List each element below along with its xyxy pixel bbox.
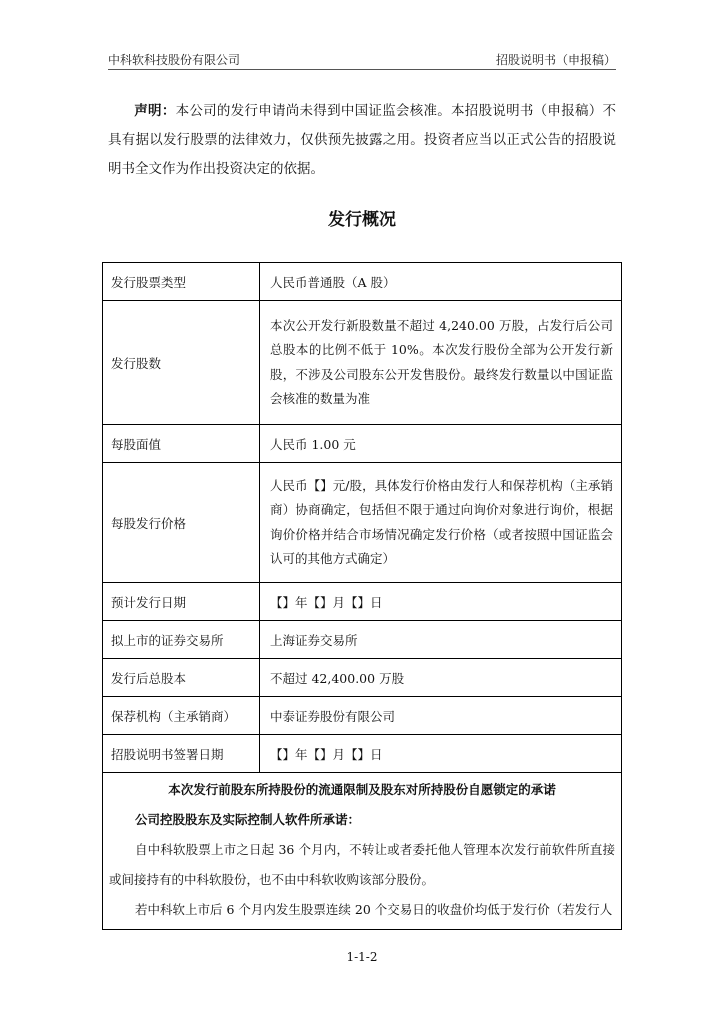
row-label: 发行股数 <box>103 301 260 424</box>
row-value: 不超过 42,400.00 万股 <box>270 670 405 686</box>
table-row <box>103 425 621 463</box>
row-value: 上海证券交易所 <box>270 632 358 648</box>
row-value: 人民币 1.00 元 <box>270 436 356 452</box>
header-rule <box>108 69 616 70</box>
table-row <box>103 697 621 735</box>
row-value: 人民币普通股（A 股） <box>270 274 396 290</box>
row-label: 每股发行价格 <box>103 463 260 582</box>
disclaimer <box>108 97 616 184</box>
table-row <box>103 659 621 697</box>
row-label: 拟上市的证券交易所 <box>103 621 260 658</box>
commitment-paragraph: 若中科软上市后 6 个月内发生股票连续 20 个交易日的收盘价均低于发行价（若发行人 <box>135 902 613 917</box>
row-label: 每股面值 <box>103 425 260 462</box>
row-label: 发行后总股本 <box>103 659 260 696</box>
table-row <box>103 583 621 621</box>
table-row <box>103 735 621 773</box>
header-company: 中科软科技股份有限公司 <box>108 52 241 67</box>
row-value: 【】年【】月【】日 <box>270 746 383 762</box>
table-row <box>103 263 621 301</box>
header-doc-type: 招股说明书（申报稿） <box>495 52 616 67</box>
commitment-paragraph: 自中科软股票上市之日起 36 个月内，不转让或者委托他人管理本次发行前软件所直接或间接持有的中科软股份，也不由中科软收购该部分股份。 <box>109 842 615 887</box>
row-value: 【】年【】月【】日 <box>270 594 383 610</box>
commitment-section <box>103 775 621 925</box>
row-label: 保荐机构（主承销商） <box>103 697 260 734</box>
section-title: 发行概况 <box>328 210 396 230</box>
disclaimer-text: 本公司的发行申请尚未得到中国证监会核准。本招股说明书（申报稿）不具有据以发行股票的法律效力，仅供预先披露之用。投资者应当以正式公告的招股说明书全文作为作出投资决定的依据。 <box>108 103 617 177</box>
table-row <box>103 301 621 425</box>
row-label: 预计发行日期 <box>103 583 260 620</box>
row-value: 本次公开发行新股数量不超过 4,240.00 万股，占发行后公司总股本的比例不低于 10%。本次发行股份全部为公开发行新股，不涉及公司股东公开发售股份。最终发行数量以中国证监会核准的数量为准 <box>270 317 613 406</box>
table-row <box>103 621 621 659</box>
page-header <box>108 50 616 68</box>
row-value: 中泰证券股份有限公司 <box>270 708 396 724</box>
commitment-holder: 公司控股股东及实际控制人软件所承诺： <box>135 812 361 827</box>
page-number: 1-1-2 <box>346 950 378 964</box>
issuance-table <box>102 262 622 930</box>
row-label: 招股说明书签署日期 <box>103 735 260 772</box>
table-row <box>103 463 621 583</box>
row-value: 人民币【】元/股，具体发行价格由发行人和保荐机构（主承销商）协商确定，包括但不限于通过向询价对象进行询价，根据询价价格并结合市场情况确定发行价格（或者按照中国证监会认可的其他方式确定） <box>270 477 613 566</box>
commitment-title: 本次发行前股东所持股份的流通限制及股东对所持股份自愿锁定的承诺 <box>168 782 556 797</box>
disclaimer-lead: 声明： <box>134 103 176 119</box>
row-label: 发行股票类型 <box>103 263 260 300</box>
